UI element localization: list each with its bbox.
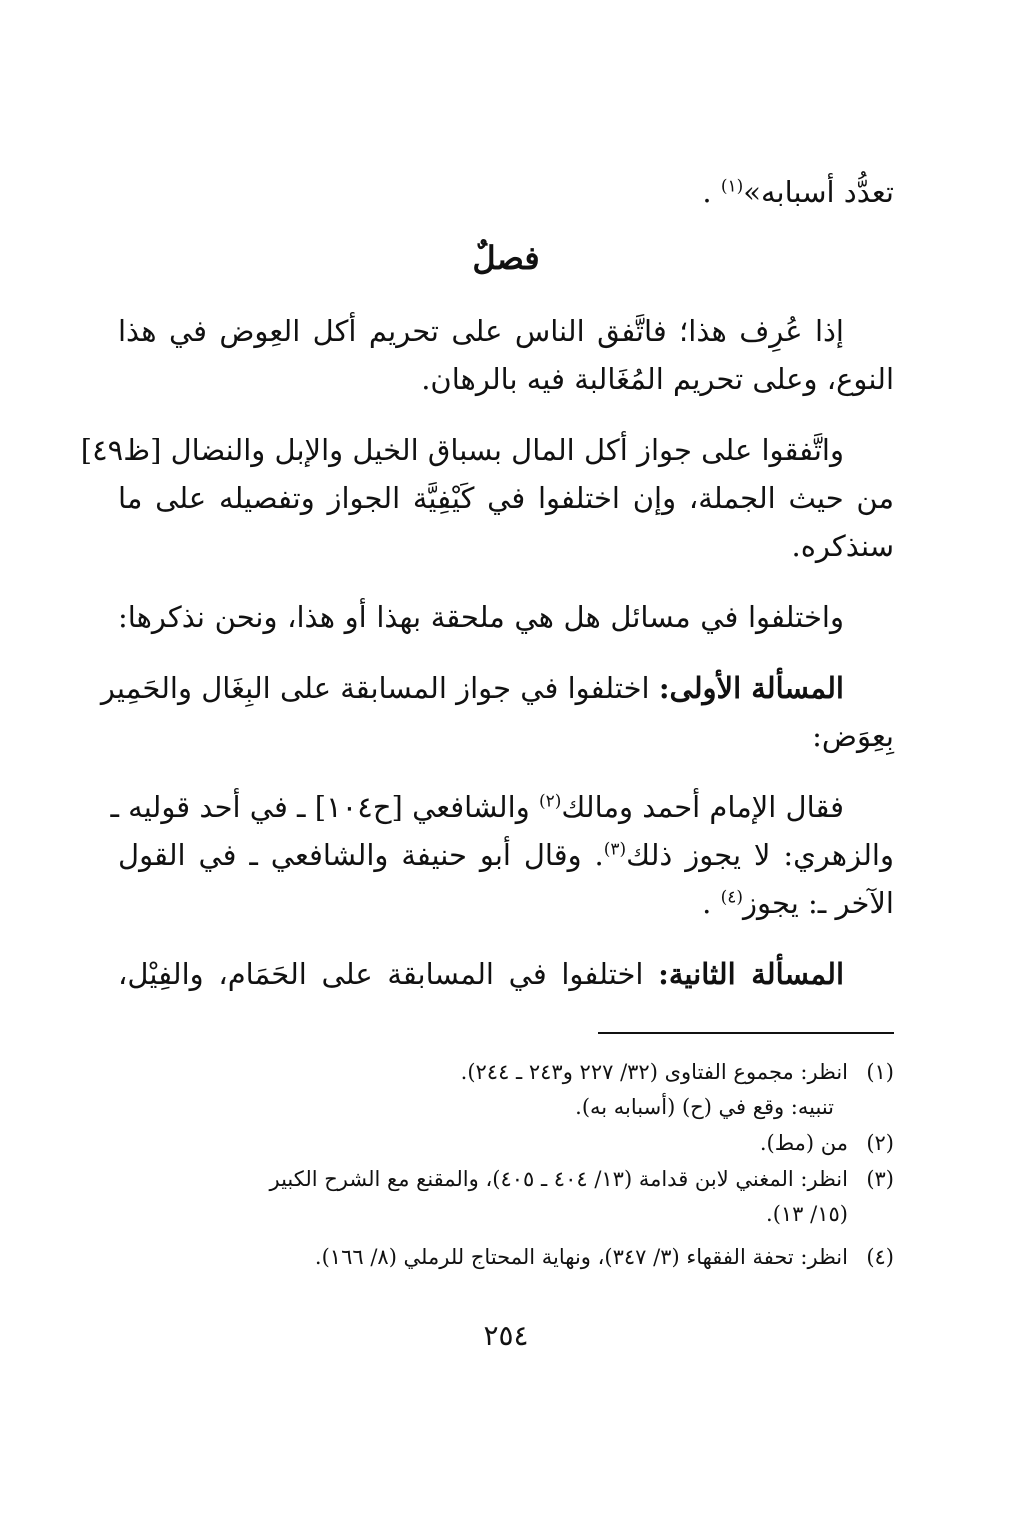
footnote-1-note: تنبيه: وقع في (ح) (أسبابه به). (575, 1095, 834, 1119)
p5-line2-start: والزهري: لا يجوز ذلك (626, 838, 894, 872)
footnote-4-number: (٤) (866, 1245, 894, 1269)
opening-line (118, 172, 894, 212)
footnote-2-text: من (مط). (759, 1131, 848, 1155)
issue-1-title: المسألة الأولى: (658, 671, 844, 705)
paragraph-1-line-2: النوع، وعلى تحريم المُغَالبة فيه بالرهان. (421, 362, 894, 396)
opening-text: تعدُّد أسبابه» (743, 175, 894, 209)
p5-line3-end: . (702, 886, 712, 920)
section-heading: فصلٌ (472, 239, 540, 277)
p5-line3-start: الآخر ـ: يجوز (742, 886, 894, 920)
p5-line2-end: . وقال أبو حنيفة والشافعي ـ في القول (118, 838, 604, 872)
issue-2-title: المسألة الثانية: (658, 957, 845, 991)
footnote-3 (118, 1164, 894, 1194)
footnote-ref-1[interactable]: (١) (720, 176, 744, 197)
issue-2-text: اختلفوا في المسابقة على الحَمَام، والفِيْل، (118, 957, 644, 991)
paragraph-4-line-2: بِعِوَض: (812, 719, 894, 753)
book-page (80, 150, 894, 1510)
footnote-4 (118, 1242, 894, 1272)
footnote-3-text: انظر: المغني لابن قدامة (١٣/ ٤٠٤ ـ ٤٠٥)، والمقنع مع الشرح الكبير (269, 1167, 848, 1191)
paragraph-5-line-3 (118, 883, 894, 923)
paragraph-2-line-1: واتَّفقوا على جواز أكل المال بسباق الخيل والإبل والنضال [ظ٤٩] (80, 433, 844, 467)
p5-line1-start: فقال الإمام أحمد ومالك (561, 790, 844, 824)
p5-line1-end: والشافعي [ح١٠٤] ـ في أحد قوليه ـ (110, 790, 530, 824)
paragraph-5-line-2 (118, 835, 894, 875)
footnote-3-continuation: (١٥/ ١٣). (766, 1202, 848, 1226)
footnote-ref-4[interactable]: (٤) (720, 887, 743, 908)
paragraph-3-line-1: واختلفوا في مسائل هل هي ملحقة بهذا أو هذا، ونحن نذكرها: (118, 600, 844, 634)
footnote-ref-3[interactable]: (٣) (603, 839, 627, 860)
paragraph-5-line-1 (110, 787, 894, 827)
footnote-1-text: انظر: مجموع الفتاوى (٣٢/ ٢٢٧ و٢٤٣ ـ ٢٤٤). (460, 1060, 848, 1084)
paragraph-2-line-2: من حيث الجملة، وإن اختلفوا في كَيْفِيَّة الجواز وتفصيله على ما (118, 481, 894, 515)
footnote-4-text: انظر: تحفة الفقهاء (٣/ ٣٤٧)، ونهاية المحتاج للرملي (٨/ ١٦٦). (314, 1245, 848, 1269)
paragraph-6-line-1 (118, 954, 894, 994)
footnote-separator (598, 1032, 894, 1034)
issue-1-text: اختلفوا في جواز المسابقة على البِغَال والحَمِير (100, 671, 650, 705)
footnote-2 (118, 1128, 894, 1158)
footnote-3-number: (٣) (866, 1167, 894, 1191)
page-number: ٢٥٤ (483, 1319, 529, 1352)
footnote-ref-2[interactable]: (٢) (538, 791, 562, 812)
paragraph-4-line-1 (100, 668, 894, 708)
opening-end: . (702, 175, 712, 209)
paragraph-2-line-3: سنذكره. (791, 529, 894, 563)
footnote-2-number: (٢) (866, 1131, 894, 1155)
footnote-1 (118, 1057, 894, 1087)
paragraph-1-line-1: إذا عُرِف هذا؛ فاتَّفق الناس على تحريم أكل العِوض في هذا (118, 314, 844, 348)
footnote-1-number: (١) (866, 1060, 894, 1084)
